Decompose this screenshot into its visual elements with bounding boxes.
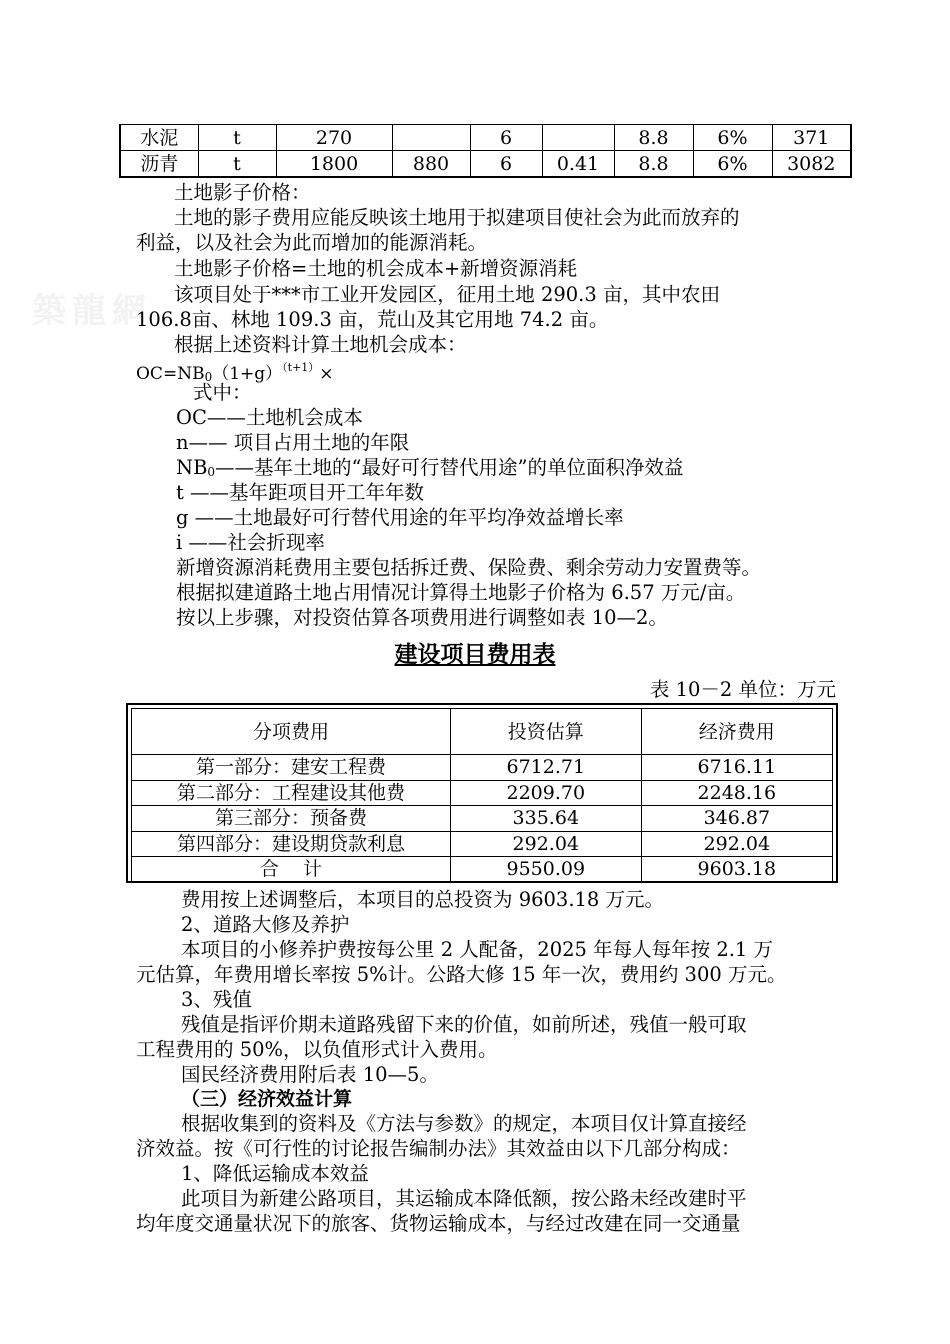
table-row [132,755,833,781]
paragraph: 新增资源消耗费用主要包括拆迁费、保险费、剩余劳动力安置费等。 [176,556,762,579]
paragraph: 均年度交通量状况下的旅客、货物运输成本，与经过改建在同一交通量 [136,1212,741,1235]
definition-part: ——基年土地的“最好可行替代用途”的单位面积净效益 [215,456,684,479]
paragraph: 根据拟建道路土地占用情况计算得土地影子价格为 6.57 万元/亩。 [176,581,746,604]
section-heading: 1、降低运输成本效益 [181,1162,369,1185]
definition: i ——社会折现率 [176,531,325,554]
definition: g ——土地最好可行替代用途的年平均净效益增长率 [176,506,624,529]
table-cell: 335.64 [450,806,641,832]
table-cell: 第一部分：建安工程费 [132,755,451,781]
column-header: 分项费用 [132,709,451,755]
table-total-row [132,857,833,883]
formula-superscript: （t+1） [282,361,320,374]
table-cell: 6 [470,125,542,151]
column-header: 投资估算 [450,709,641,755]
paragraph: 元估算，年费用增长率按 5%计。公路大修 15 年一次，费用约 300 万元。 [136,963,787,986]
table-cell: 6716.11 [641,755,832,781]
cost-table [131,708,833,883]
paragraph: 土地影子价格： [174,181,311,204]
table-cell: 水泥 [120,125,198,151]
table-cell: 0.41 [542,151,614,178]
table-cell: t [198,151,276,178]
definition: n—— 项目占用土地的年限 [176,431,410,454]
section-heading: 3、残值 [181,988,252,1011]
section-heading: （三）经济效益计算 [181,1088,353,1110]
table-cell: 9603.18 [641,857,832,883]
paragraph: 国民经济费用附后表 10—5。 [181,1063,439,1086]
paragraph: 利益，以及社会为此而增加的能源消耗。 [136,231,488,254]
table-cell: 第二部分：工程建设其他费 [132,780,451,806]
table-row [120,125,851,151]
watermark-text: 築龍網 [32,291,152,331]
table-row [132,806,833,832]
table-cell [542,125,614,151]
table-cell: 292.04 [450,831,641,857]
paragraph: 费用按上述调整后，本项目的总投资为 9603.18 万元。 [181,888,665,911]
paragraph: 式中： [193,381,252,404]
paragraph: 按以上步骤，对投资估算各项费用进行调整如表 10—2。 [176,606,668,629]
definition: OC——土地机会成本 [176,406,363,429]
paragraph: 土地的影子费用应能反映该土地用于拟建项目使社会为此而放弃的 [174,206,740,229]
table-cell: t [198,125,276,151]
paragraph: 本项目的小修养护费按每公里 2 人配备，2025 年每人每年按 2.1 万 [181,938,774,961]
paragraph: 济效益。按《可行性的讨论报告编制办法》其效益由以下几部分构成： [136,1137,741,1160]
table-cell: 6% [693,125,772,151]
table-row [132,780,833,806]
table-cell: 沥青 [120,151,198,178]
table-cell: 2209.70 [450,780,641,806]
formula-subscript: 0 [204,370,213,384]
table-cell [392,125,470,151]
table-row [132,831,833,857]
table-cell: 合 计 [132,857,451,883]
table-cell: 6% [693,151,772,178]
table-cell: 6712.71 [450,755,641,781]
table-cell: 880 [392,151,470,178]
formula-part: × [319,364,334,384]
cost-table-title: 建设项目费用表 [394,642,556,668]
table-cell: 3082 [772,151,851,178]
material-table [119,124,852,178]
column-header: 经济费用 [641,709,832,755]
table-cell: 2248.16 [641,780,832,806]
table-cell: 第三部分：预备费 [132,806,451,832]
table-cell: 270 [276,125,392,151]
table-cell: 6 [470,151,542,178]
table-cell: 8.8 [614,151,693,178]
paragraph: 残值是指评价期未道路残留下来的价值，如前所述，残值一般可取 [181,1013,747,1036]
paragraph: 根据收集到的资料及《方法与参数》的规定，本项目仅计算直接经 [181,1112,747,1135]
table-header-row [132,709,833,755]
definition [176,456,684,484]
cost-table-frame [126,703,838,883]
table-row [120,151,851,178]
paragraph: 工程费用的 50%，以负值形式计入费用。 [136,1038,498,1061]
table-cell: 292.04 [641,831,832,857]
definition: t ——基年距项目开工年年数 [176,481,425,504]
table-cell: 第四部分：建设期贷款利息 [132,831,451,857]
formula-part: OC=NB [136,364,205,384]
table-cell: 9550.09 [450,857,641,883]
paragraph: 此项目为新建公路项目，其运输成本降低额，按公路未经改建时平 [181,1187,747,1210]
paragraph: 该项目处于***市工业开发园区，征用土地 290.3 亩，其中农田 [174,283,720,306]
table-cell: 1800 [276,151,392,178]
paragraph: 根据上述资料计算土地机会成本： [174,333,467,356]
table-cell: 346.87 [641,806,832,832]
cost-table-caption: 表 10－2 单位：万元 [649,678,836,701]
formula-part: （1+g） [212,364,283,384]
section-heading: 2、道路大修及养护 [181,913,350,936]
paragraph: 106.8亩、林地 109.3 亩，荒山及其它用地 74.2 亩。 [136,308,609,331]
paragraph: 土地影子价格=土地的机会成本+新增资源消耗 [174,257,578,280]
table-cell: 371 [772,125,851,151]
definition-subscript: 0 [207,465,216,479]
definition-part: NB [176,456,208,479]
table-cell: 8.8 [614,125,693,151]
